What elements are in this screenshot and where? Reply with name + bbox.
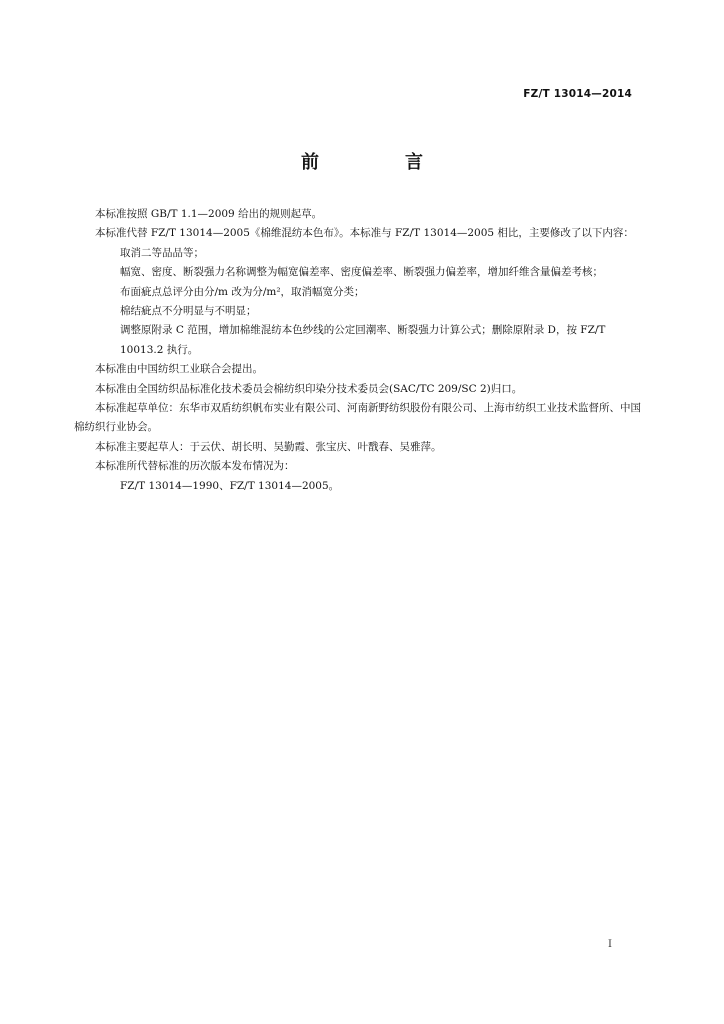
change-item: 取消二等品品等； — [120, 246, 204, 259]
document-body — [74, 205, 642, 496]
page-title: 前 言 — [301, 152, 457, 173]
standard-code: FZ/T 13014—2014 — [523, 88, 632, 100]
paragraph-drafting-units: 本标准起草单位：东华市双盾纺织帆布实业有限公司、河南新野纺织股份有限公司、上海市纺织工业技术监督所、中国棉纺织行业协会。 — [74, 402, 641, 434]
change-item: 幅宽、密度、断裂强力名称调整为幅宽偏差率、密度偏差率、断裂强力偏差率，增加纤维含量偏差考核； — [120, 266, 603, 279]
paragraph-centralized-by: 本标准由全国纺织品标准化技术委员会棉纺织印染分技术委员会(SAC/TC 209/SC 2)归口。 — [95, 382, 523, 395]
changes-list — [74, 244, 642, 360]
paragraph-drafters: 本标准主要起草人：于云伏、胡长明、吴勤霞、张宝庆、叶戬春、吴雅萍。 — [95, 440, 442, 453]
change-item: 调整原附录 C 范围，增加棉维混纺本色纱线的公定回潮率、断裂强力计算公式；删除原附录 D，按 FZ/T 10013.2 执行。 — [120, 324, 606, 356]
change-item: 棉结疵点不分明显与不明显； — [120, 305, 257, 318]
history-list: FZ/T 13014—1990、FZ/T 13014—2005。 — [120, 479, 340, 492]
change-item: 布面疵点总评分由分/m 改为分/m²，取消幅宽分类； — [120, 285, 365, 298]
paragraph-replaces: 本标准代替 FZ/T 13014—2005《棉维混纺本色布》。本标准与 FZ/T 13014—2005 相比，主要修改了以下内容： — [95, 227, 634, 240]
paragraph-drafting-rules: 本标准按照 GB/T 1.1—2009 给出的规则起草。 — [95, 208, 323, 220]
paragraph-history-intro: 本标准所代替标准的历次版本发布情况为： — [95, 460, 295, 473]
paragraph-proposed-by: 本标准由中国纺织工业联合会提出。 — [95, 363, 263, 376]
page-number: I — [608, 939, 612, 950]
